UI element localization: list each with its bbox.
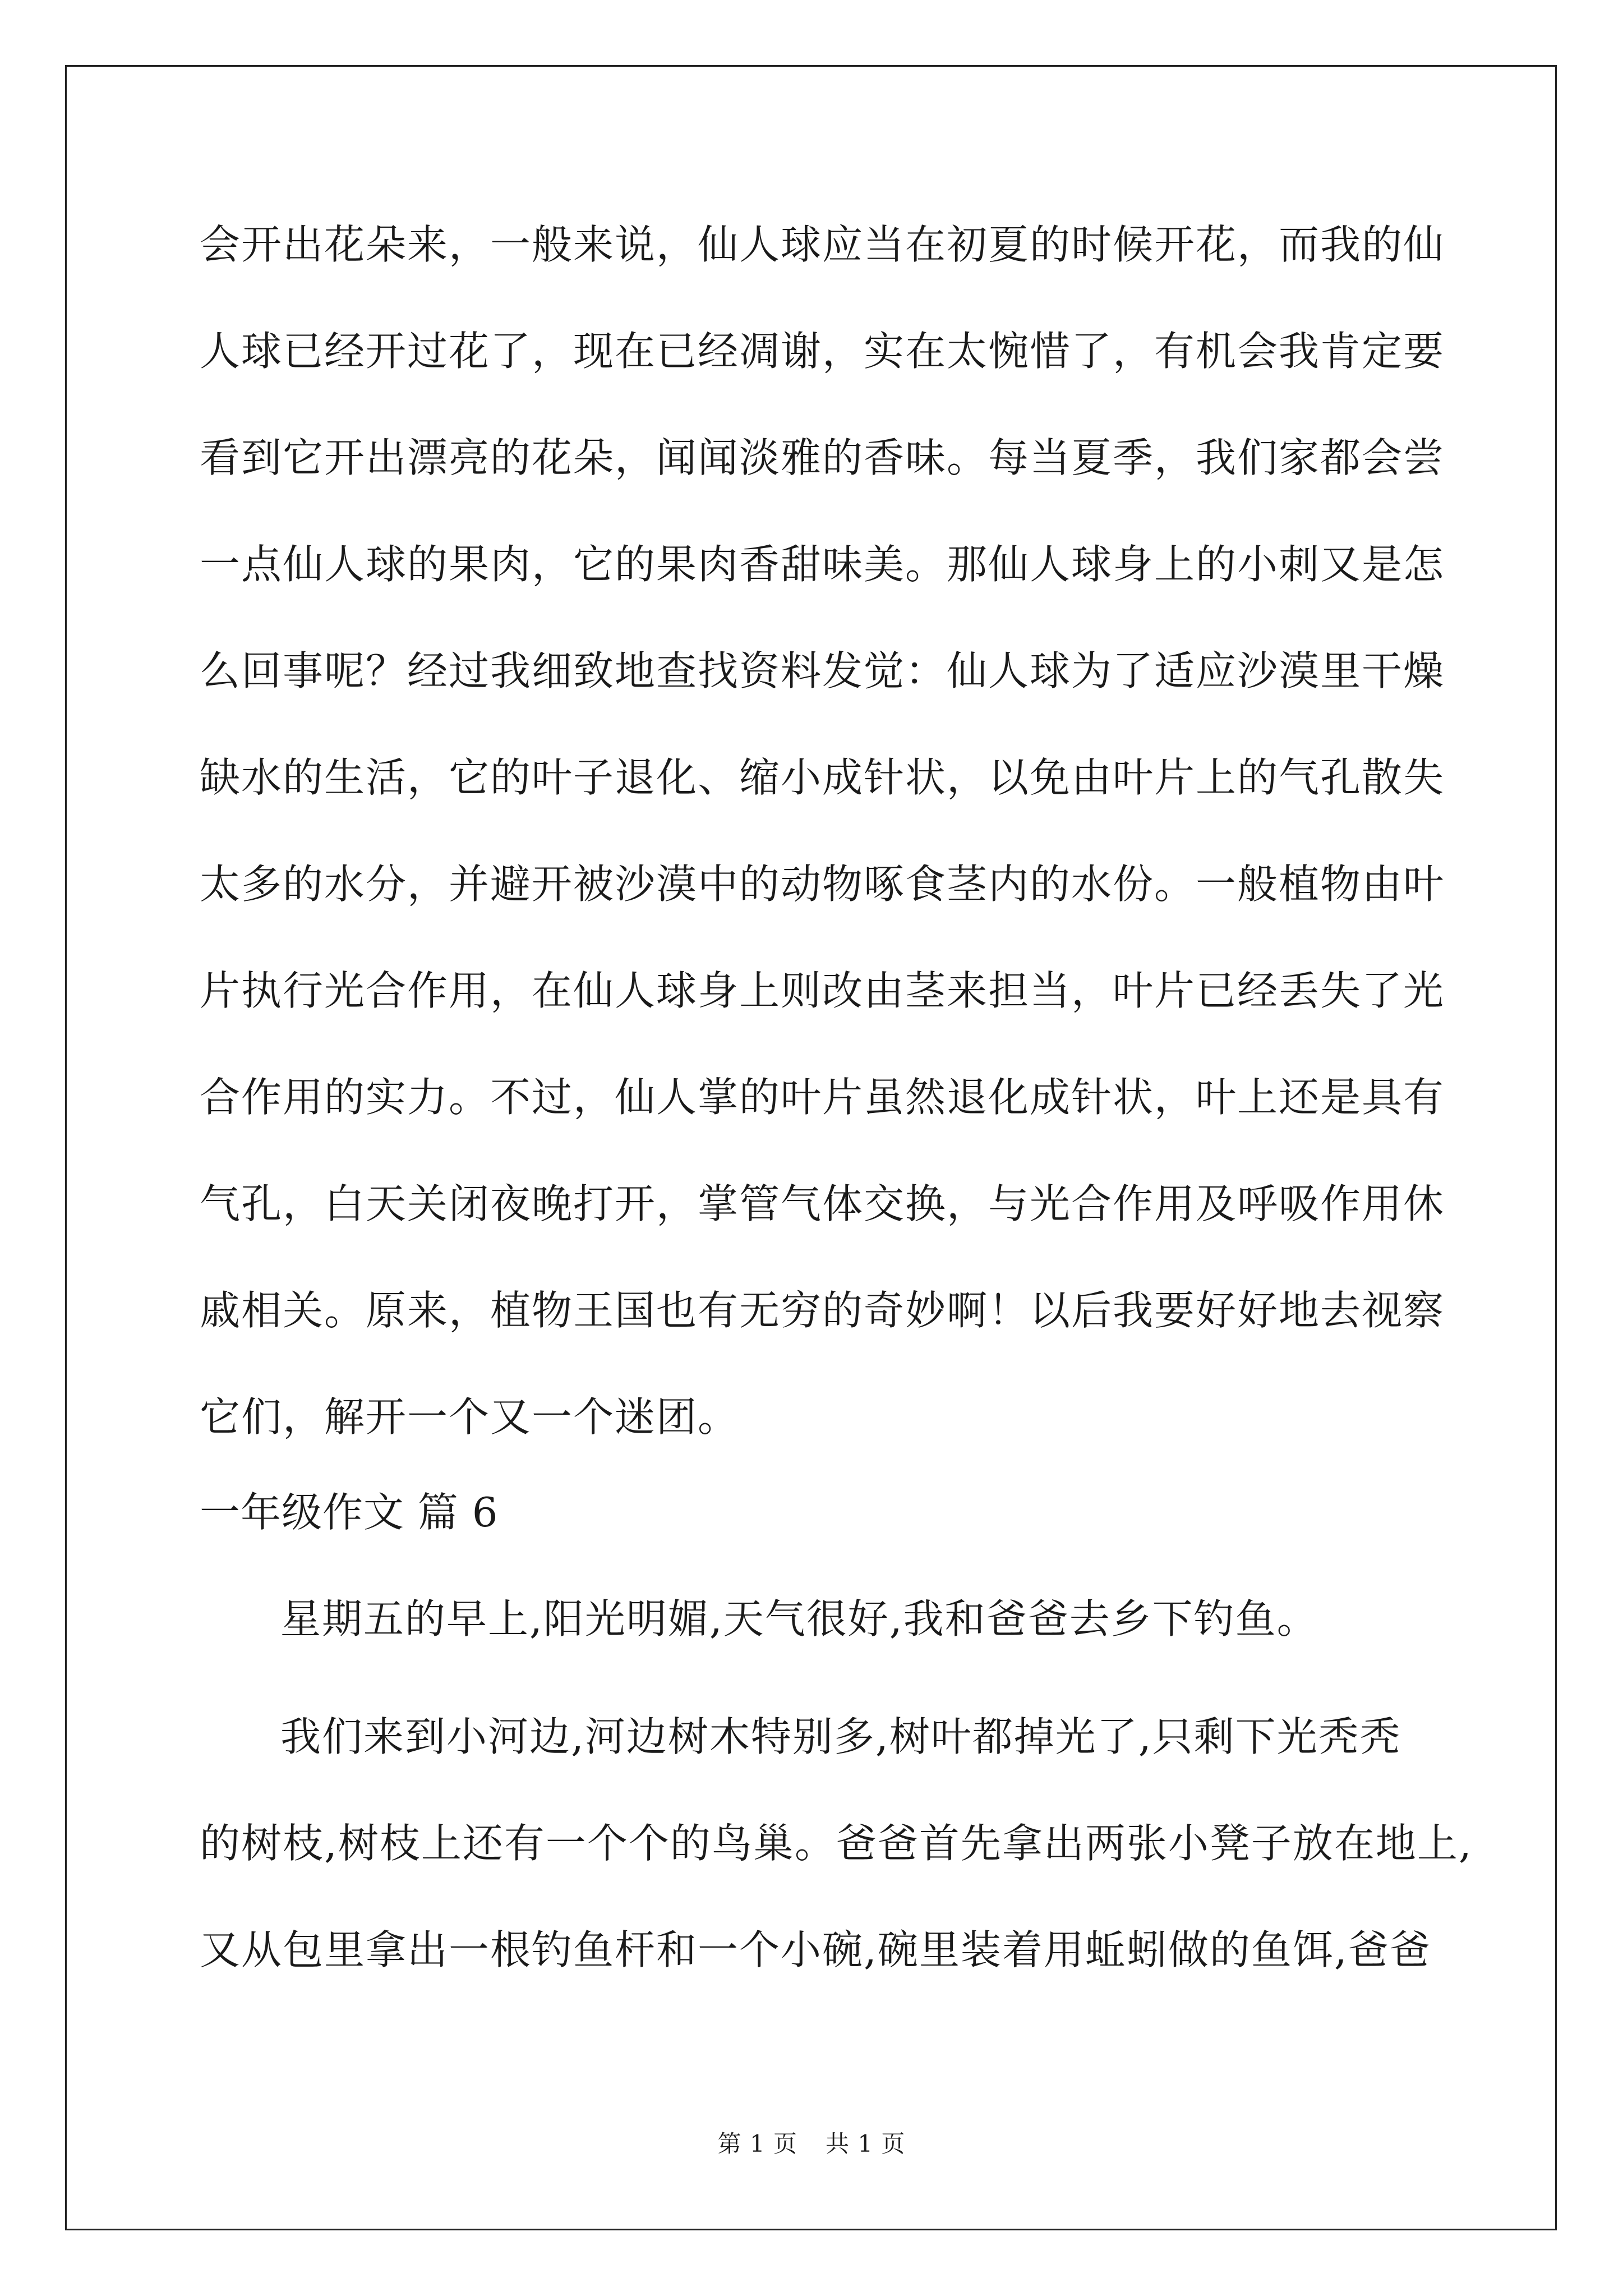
total-pages: 共 1 页 <box>826 2130 906 2157</box>
paragraph-line: 我们来到小河边,河边树木特别多,树叶都掉光了,只剩下光秃秃 <box>280 1713 1401 1760</box>
body-text-line: 人球已经开过花了，现在已经凋谢，实在太惋惜了，有机会我肯定要 <box>200 328 1445 375</box>
body-text-line: 片执行光合作用，在仙人球身上则改由茎来担当，叶片已经丢失了光 <box>200 967 1445 1014</box>
page-number: 第 1 页 <box>717 2130 797 2157</box>
body-text-line: 缺水的生活，它的叶子退化、缩小成针状，以免由叶片上的气孔散失 <box>200 754 1445 801</box>
page-footer <box>0 2130 1623 2158</box>
paragraph-line: 的树枝,树枝上还有一个个的鸟巢。爸爸首先拿出两张小凳子放在地上, <box>200 1820 1473 1867</box>
body-text-line: 看到它开出漂亮的花朵，闻闻淡雅的香味。每当夏季，我们家都会尝 <box>200 434 1445 481</box>
page-border <box>65 65 1557 2230</box>
body-text-line: 合作用的实力。不过，仙人掌的叶片虽然退化成针状，叶上还是具有 <box>200 1074 1445 1121</box>
body-text-line: 会开出花朵来，一般来说，仙人球应当在初夏的时候开花，而我的仙 <box>200 221 1445 268</box>
paragraph-line: 星期五的早上,阳光明媚,天气很好,我和爸爸去乡下钓鱼。 <box>280 1595 1318 1642</box>
body-text-line: 它们，解开一个又一个迷团。 <box>200 1393 740 1441</box>
body-text-line: 太多的水分，并避开被沙漠中的动物啄食茎内的水份。一般植物由叶 <box>200 861 1445 908</box>
paragraph-line: 又从包里拿出一根钓鱼杆和一个小碗,碗里装着用蚯蚓做的鱼饵,爸爸 <box>200 1926 1431 1973</box>
body-text-line: 一点仙人球的果肉，它的果肉香甜味美。那仙人球身上的小刺又是怎 <box>200 541 1445 588</box>
body-text-line: 戚相关。原来，植物王国也有无穷的奇妙啊！以后我要好好地去视察 <box>200 1287 1445 1334</box>
body-text-line: 么回事呢？经过我细致地查找资料发觉：仙人球为了适应沙漠里干燥 <box>200 647 1445 694</box>
body-text-line: 气孔，白天关闭夜晚打开，掌管气体交换，与光合作用及呼吸作用休 <box>200 1180 1445 1227</box>
section-heading: 一年级作文 篇 6 <box>200 1489 499 1536</box>
